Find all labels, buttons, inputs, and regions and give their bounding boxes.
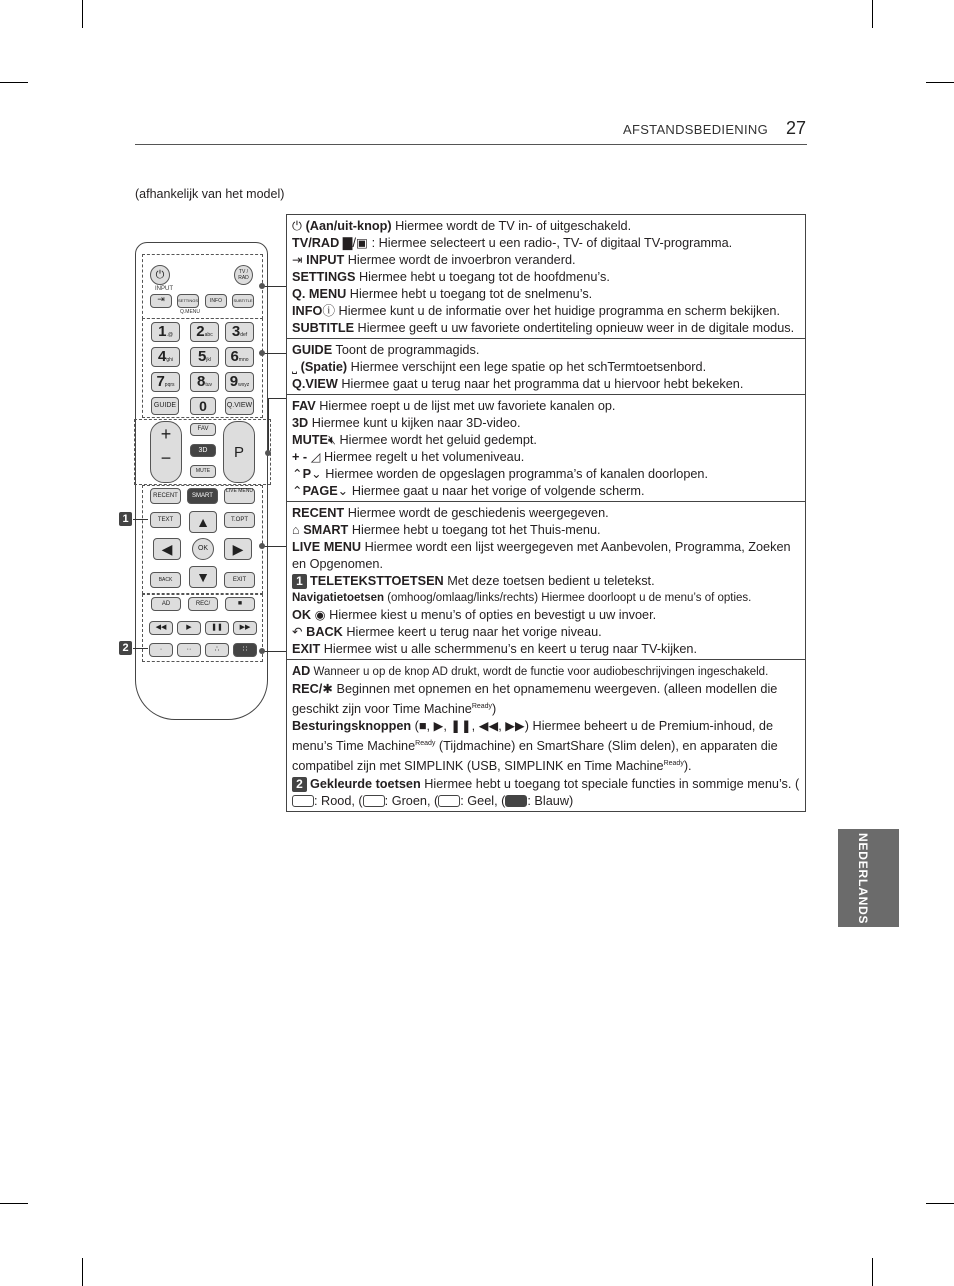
callout-line bbox=[268, 398, 286, 399]
item-live-menu: LIVE MENU Hiermee wordt een lijst weergegeven met Aanbevolen, Programma, Zoeken en Opgenomen. bbox=[292, 540, 791, 571]
input-label: INPUT bbox=[155, 286, 173, 292]
item-input: ⇥ INPUT Hiermee wordt de invoerbron veranderd. bbox=[292, 253, 576, 267]
ad-button: AD bbox=[151, 597, 181, 611]
callout-dot bbox=[259, 283, 265, 289]
item-subtitle: SUBTITLE Hiermee geeft u uw favoriete ondertiteling opnieuw weer in de digitale modus. bbox=[292, 321, 795, 335]
callout-dot bbox=[265, 450, 271, 456]
item-q-view: Q.VIEW Hiermee gaat u terug naar het programma dat u hiervoor hebt bekeken. bbox=[292, 377, 744, 391]
item-smart: ⌂ SMART Hiermee hebt u toegang tot het Thuis-menu. bbox=[292, 523, 601, 537]
back-button: BACK bbox=[150, 572, 181, 588]
volume-rocker: + − bbox=[150, 421, 182, 483]
info-button: INFO bbox=[205, 294, 227, 308]
item-fav: FAV Hiermee roept u de lijst met uw favoriete kanalen op. bbox=[292, 399, 616, 413]
ok-button: OK bbox=[192, 538, 214, 560]
item-back: ↶ BACK Hiermee keert u terug naar het vorige niveau. bbox=[292, 625, 602, 639]
item-power: ⏻ (Aan/uit-knop) Hiermee wordt de TV in- of uitgeschakeld. bbox=[292, 219, 632, 233]
language-tab bbox=[838, 829, 899, 927]
callout-dot bbox=[259, 350, 265, 356]
callout-line bbox=[262, 546, 286, 547]
tv-rad-button: TV / RAD bbox=[234, 265, 253, 285]
blue-button: ∷ bbox=[233, 643, 257, 657]
red-key-icon bbox=[292, 795, 314, 807]
fav-button: FAV bbox=[190, 423, 216, 436]
crop-mark bbox=[0, 82, 28, 83]
rewind-button: ◀◀ bbox=[149, 621, 173, 635]
digit-label: 3 bbox=[231, 323, 241, 340]
section-volume bbox=[287, 395, 805, 502]
pause-button: ❚❚ bbox=[205, 621, 229, 635]
item-volume: + - ◿ Hiermee regelt u het volumeniveau. bbox=[292, 450, 525, 464]
digit-6-button bbox=[225, 347, 254, 367]
input-button: ⇥ bbox=[150, 294, 172, 308]
item-page: ⌃PAGE⌄ Hiermee gaat u naar het vorige of volgende scherm. bbox=[292, 484, 645, 498]
subtitle-button: SUBTITLE bbox=[232, 294, 254, 308]
tv-radio-icon: ▇/▣ bbox=[342, 236, 369, 250]
nav-left-button: ◀ bbox=[153, 538, 181, 560]
button-description-table bbox=[286, 214, 806, 812]
text-button: TEXT bbox=[150, 512, 181, 528]
crop-mark bbox=[82, 0, 83, 28]
program-rocker: P bbox=[223, 421, 255, 483]
digit-letters: pqrs bbox=[164, 382, 175, 388]
callout-1-label: 1 bbox=[119, 512, 132, 526]
power-icon: ⏻ bbox=[292, 219, 303, 233]
nav-down-button: ▼ bbox=[189, 566, 217, 588]
item-settings: SETTINGS Hiermee hebt u toegang tot de hoofdmenu’s. bbox=[292, 270, 610, 284]
power-button: ⏻ bbox=[150, 265, 170, 285]
blue-key-icon bbox=[505, 795, 527, 807]
item-recent: RECENT Hiermee wordt de geschiedenis weergegeven. bbox=[292, 506, 609, 520]
section-media bbox=[287, 660, 805, 811]
fast-forward-button: ▶▶ bbox=[233, 621, 257, 635]
live-menu-button: LIVE MENU bbox=[224, 488, 255, 504]
digit-3-button bbox=[225, 322, 254, 342]
nav-up-button: ▲ bbox=[189, 511, 217, 533]
digit-label: 6 bbox=[230, 348, 239, 365]
item-info: INFOⓘ Hiermee kunt u de informatie over het huidige programma en scherm bekijken. bbox=[292, 304, 780, 318]
t-opt-button: T.OPT bbox=[224, 512, 255, 528]
digit-1-button bbox=[151, 322, 180, 342]
item-teletext: 1 TELETEKSTTOETSEN Met deze toetsen bedient u teletekst. bbox=[292, 573, 800, 590]
3d-button: 3D bbox=[190, 444, 216, 457]
digit-label: 1 bbox=[158, 323, 167, 340]
digit-label: 5 bbox=[197, 348, 207, 365]
item-ad: AD Wanneer u op de knop AD drukt, wordt de functie voor audiobeschrijvingen ingeschakeld. bbox=[292, 664, 769, 678]
digit-label: 4 bbox=[157, 348, 167, 365]
chevron-down-icon: ⌄ bbox=[311, 467, 322, 481]
callout-dot bbox=[259, 543, 265, 549]
section-guide bbox=[287, 339, 805, 395]
q-menu-label: Q.MENU bbox=[180, 309, 200, 315]
settings-button: SETTINGS bbox=[177, 294, 199, 308]
crop-mark bbox=[872, 1258, 873, 1286]
chevron-up-icon: ⌃ bbox=[292, 484, 303, 498]
ok-icon: ◉ bbox=[314, 608, 326, 622]
home-icon: ⌂ bbox=[292, 523, 300, 537]
digit-2-button bbox=[190, 322, 219, 342]
chevron-up-icon: ⌃ bbox=[292, 467, 303, 481]
guide-button: GUIDE bbox=[151, 397, 179, 415]
play-button: ▶ bbox=[177, 621, 201, 635]
item-control-keys: Besturingsknoppen (■, ▶, ❚❚, ◀◀, ▶▶) Hiermee beheert u de Premium-inhoud, de menu’s Time Machine$^{Ready}$ (Tijdmachine) en SmartShare (Slim delen), en apparaten die compatibel zijn met SIMPLINK (USB, SIMPLINK en Time Machine$^{Ready}$). bbox=[292, 719, 778, 774]
model-note: (afhankelijk van het model) bbox=[135, 187, 285, 201]
digit-4-button bbox=[151, 347, 180, 367]
crop-mark bbox=[872, 0, 873, 28]
digit-8-button bbox=[190, 372, 219, 392]
green-button: ·· bbox=[177, 643, 201, 657]
item-program: ⌃P⌄ Hiermee worden de opgeslagen programma’s of kanalen doorlopen. bbox=[292, 467, 709, 481]
exit-button: EXIT bbox=[224, 572, 255, 588]
crop-mark bbox=[926, 1203, 954, 1204]
item-guide: GUIDE Toont de programmagids. bbox=[292, 343, 480, 357]
back-icon: ↶ bbox=[292, 625, 303, 639]
chevron-down-icon: ⌄ bbox=[337, 484, 349, 498]
item-space: ⎵ (Spatie) Hiermee verschijnt een lege spatie op het schTermtoetsenbord. bbox=[292, 360, 707, 374]
smart-button: SMART bbox=[187, 488, 218, 504]
callout-line bbox=[262, 353, 286, 354]
rec-button: REC/ bbox=[188, 597, 218, 611]
item-rec: REC/✱ Beginnen met opnemen en het opnamemenu weergeven. (alleen modellen die geschikt zijn voor Time Machine$^{Ready}$) bbox=[292, 682, 778, 717]
item-mute: MUTE🔇︎ Hiermee wordt het geluid gedempt. bbox=[292, 433, 537, 447]
mute-button: MUTE bbox=[190, 465, 216, 478]
digit-letters: def bbox=[240, 332, 248, 338]
digit-letters: mno bbox=[238, 357, 249, 363]
yellow-button: ∴ bbox=[205, 643, 229, 657]
digit-letters: .@ bbox=[166, 332, 173, 338]
language-tab-label: NEDERLANDS bbox=[856, 833, 870, 925]
yellow-key-icon bbox=[438, 795, 460, 807]
q-view-button: Q.VIEW bbox=[225, 397, 254, 415]
zero-button: 0 bbox=[190, 397, 216, 415]
asterisk-icon: ✱ bbox=[322, 682, 333, 696]
callout-line bbox=[262, 286, 286, 287]
input-icon: ⇥ bbox=[292, 253, 303, 267]
item-colour-keys: 2 Gekleurde toetsen Hiermee hebt u toegang tot speciale functies in sommige menu’s. (: Rood, ( : Groen, ( : Geel, ( : Blauw) bbox=[292, 776, 800, 810]
digit-label: 7 bbox=[156, 373, 165, 390]
callout-dot bbox=[259, 648, 265, 654]
digit-label: 8 bbox=[196, 373, 206, 390]
callout-line bbox=[133, 648, 148, 649]
item-tv-rad: TV/RAD ▇/▣ : Hiermee selecteert u een radio-, TV- of digitaal TV-programma. bbox=[292, 236, 733, 250]
digit-letters: wxyz bbox=[238, 382, 250, 388]
red-button: · bbox=[149, 643, 173, 657]
item-3d: 3D Hiermee kunt u kijken naar 3D-video. bbox=[292, 416, 521, 430]
section-navigation bbox=[287, 502, 805, 660]
callout-line bbox=[268, 398, 269, 453]
badge-2: 2 bbox=[292, 777, 307, 792]
section-header: AFSTANDSBEDIENING bbox=[623, 122, 768, 137]
stop-button: ■ bbox=[225, 597, 255, 611]
digit-letters: abc bbox=[204, 332, 213, 338]
crop-mark bbox=[82, 1258, 83, 1286]
digit-label: 2 bbox=[196, 323, 205, 340]
digit-letters: ghi bbox=[166, 357, 174, 363]
info-icon: ⓘ bbox=[322, 304, 335, 318]
page-number: 27 bbox=[786, 118, 807, 138]
header-rule bbox=[135, 144, 807, 145]
item-exit: EXIT Hiermee wist u alle schermmenu’s en keert u terug naar TV-kijken. bbox=[292, 642, 697, 656]
section-power bbox=[287, 215, 805, 339]
space-icon: ⎵ bbox=[292, 360, 298, 374]
digit-9-button bbox=[225, 372, 254, 392]
nav-right-button: ▶ bbox=[224, 538, 252, 560]
item-q-menu: Q. MENU Hiermee hebt u toegang tot de snelmenu’s. bbox=[292, 287, 593, 301]
crop-mark bbox=[0, 1203, 28, 1204]
callout-2-label: 2 bbox=[119, 641, 132, 655]
digit-5-button bbox=[190, 347, 219, 367]
volume-icon: ◿ bbox=[310, 450, 321, 464]
badge-1: 1 bbox=[292, 574, 307, 589]
digit-letters: tuv bbox=[205, 382, 212, 388]
recent-button: RECENT bbox=[150, 488, 181, 504]
green-key-icon bbox=[363, 795, 385, 807]
item-ok: OK ◉ Hiermee kiest u menu’s of opties en bevestigt u uw invoer. bbox=[292, 608, 657, 622]
digit-7-button bbox=[151, 372, 180, 392]
digit-label: 9 bbox=[229, 373, 239, 390]
item-nav-keys: Navigatietoetsen (omhoog/omlaag/links/rechts) Hiermee doorloopt u de menu’s of opties. bbox=[292, 592, 752, 604]
digit-letters: jkl bbox=[206, 357, 212, 363]
callout-line bbox=[262, 651, 286, 652]
crop-mark bbox=[926, 82, 954, 83]
callout-line bbox=[133, 519, 148, 520]
mute-icon: 🔇︎ bbox=[327, 433, 336, 447]
